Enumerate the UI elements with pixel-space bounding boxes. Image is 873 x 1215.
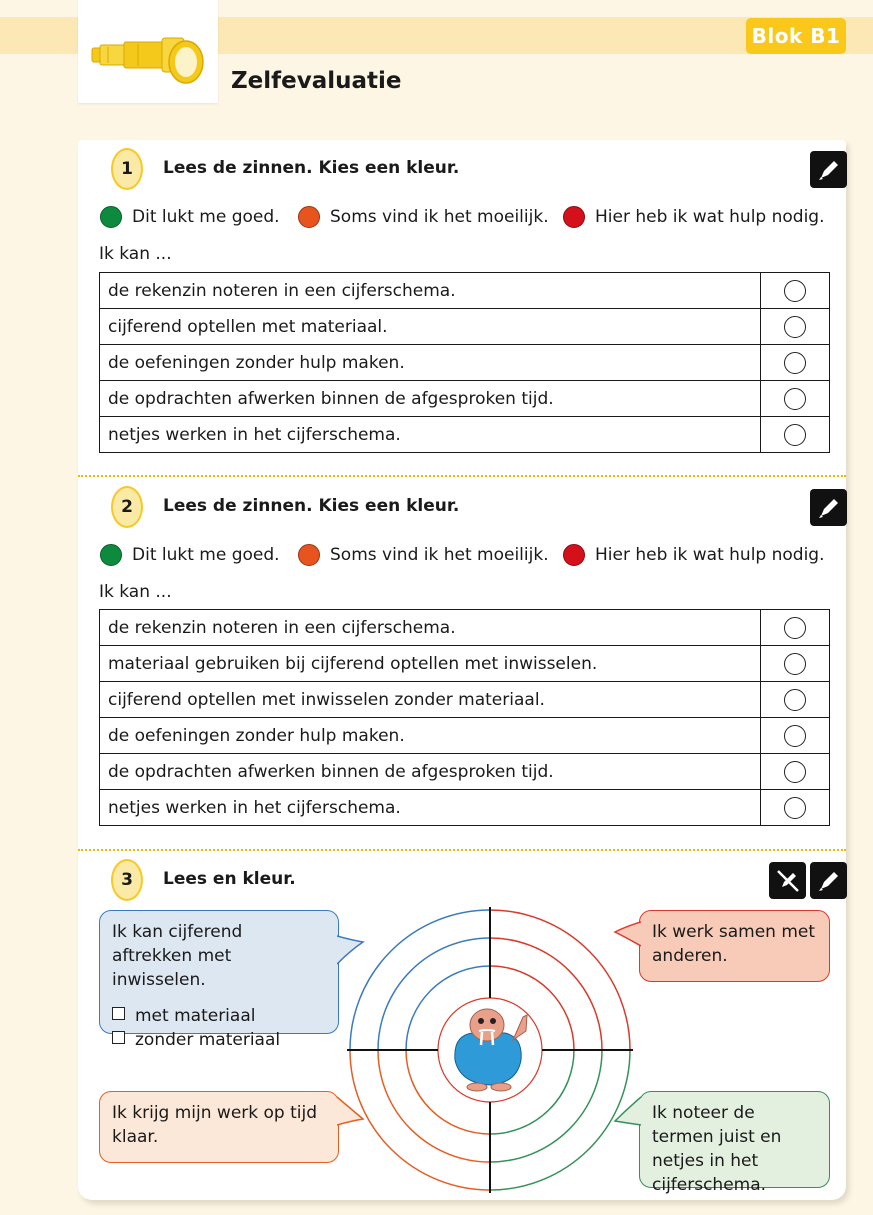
table-row (100, 345, 830, 381)
bubble-teamwork (639, 910, 830, 982)
table-row (100, 273, 830, 309)
orange-dot-icon (298, 544, 320, 566)
checkbox[interactable] (112, 1007, 125, 1020)
bubble-tail (337, 934, 365, 968)
exercise-2-table (99, 609, 830, 826)
exercise-3-title: Lees en kleur. (163, 869, 296, 889)
color-cell (761, 345, 830, 381)
color-circle[interactable] (784, 280, 806, 302)
section-divider (78, 475, 846, 477)
bubble-notation-text: Ik noteer de termen juist en netjes in het cijferschema. (652, 1103, 782, 1195)
table-row (100, 309, 830, 345)
option-without-material (112, 1028, 326, 1052)
exercise-1-number: 1 (111, 148, 143, 190)
row-text: cijferend optellen met materiaal. (100, 309, 761, 345)
checkbox[interactable] (112, 1031, 125, 1044)
row-text: de rekenzin noteren in een cijferschema. (100, 273, 761, 309)
option-label: met materiaal (135, 1006, 256, 1026)
no-pencil-icon (769, 862, 806, 899)
color-cell (761, 790, 830, 826)
red-dot-icon (563, 206, 585, 228)
row-text: materiaal gebruiken bij cijferend optellen met inwisselen. (100, 646, 761, 682)
section-divider (78, 849, 846, 851)
exercise-3-number: 3 (111, 859, 143, 901)
legend-sometimes-label: Soms vind ik het moeilijk. (330, 545, 549, 565)
table-row (100, 646, 830, 682)
color-circle[interactable] (784, 352, 806, 374)
color-cell (761, 718, 830, 754)
legend-good (100, 544, 280, 566)
color-circle[interactable] (784, 797, 806, 819)
option-with-material (112, 1004, 326, 1028)
table-row (100, 682, 830, 718)
logo-tile (78, 0, 218, 103)
row-text: de oefeningen zonder hulp maken. (100, 345, 761, 381)
row-text: de opdrachten afwerken binnen de afgesproken tijd. (100, 754, 761, 790)
option-label: zonder materiaal (135, 1030, 281, 1050)
table-row (100, 610, 830, 646)
pencil-icon (810, 489, 847, 526)
legend-good-label: Dit lukt me goed. (132, 207, 280, 227)
bubble-subtraction-text: Ik kan cijferend aftrekken met inwisselen. (112, 922, 243, 990)
row-text: de rekenzin noteren in een cijferschema. (100, 610, 761, 646)
color-cell (761, 381, 830, 417)
table-row (100, 790, 830, 826)
red-dot-icon (563, 544, 585, 566)
bubble-on-time-text: Ik krijg mijn werk op tijd klaar. (112, 1103, 318, 1147)
bubble-notation (639, 1091, 830, 1195)
table-row (100, 718, 830, 754)
color-cell (761, 754, 830, 790)
color-cell (761, 682, 830, 718)
exercise-2-lead: Ik kan ... (99, 582, 172, 602)
row-text: cijferend optellen met inwisselen zonder materiaal. (100, 682, 761, 718)
bubble-tail (613, 1095, 641, 1129)
pencil-icon (810, 151, 847, 188)
exercise-1-title: Lees de zinnen. Kies een kleur. (163, 158, 460, 178)
bubble-on-time (99, 1091, 339, 1163)
table-row (100, 417, 830, 453)
table-row (100, 754, 830, 790)
bubble-tail (337, 1095, 365, 1129)
pencil-icon (810, 862, 847, 899)
legend-help (563, 206, 825, 228)
legend-sometimes (298, 206, 549, 228)
row-text: de oefeningen zonder hulp maken. (100, 718, 761, 754)
target-diagram (345, 905, 635, 1195)
color-cell (761, 610, 830, 646)
color-circle[interactable] (784, 653, 806, 675)
green-dot-icon (100, 544, 122, 566)
option-list (112, 1004, 326, 1052)
bubble-tail (613, 920, 641, 950)
color-circle[interactable] (784, 424, 806, 446)
row-text: de opdrachten afwerken binnen de afgesproken tijd. (100, 381, 761, 417)
color-circle[interactable] (784, 725, 806, 747)
color-circle[interactable] (784, 388, 806, 410)
legend-good-label: Dit lukt me goed. (132, 545, 280, 565)
legend-sometimes (298, 544, 549, 566)
bubble-teamwork-text: Ik werk samen met anderen. (652, 922, 816, 966)
legend-good (100, 206, 280, 228)
legend-sometimes-label: Soms vind ik het moeilijk. (330, 207, 549, 227)
exercise-2-title: Lees de zinnen. Kies een kleur. (163, 496, 460, 516)
color-circle[interactable] (784, 316, 806, 338)
color-cell (761, 273, 830, 309)
exercise-1-lead: Ik kan ... (99, 244, 172, 264)
blok-badge: Blok B1 (746, 18, 846, 54)
exercise-2-number: 2 (111, 486, 143, 528)
table-row (100, 381, 830, 417)
color-circle[interactable] (784, 617, 806, 639)
page-title: Zelfevaluatie (231, 68, 402, 94)
legend-help-label: Hier heb ik wat hulp nodig. (595, 207, 825, 227)
legend-help (563, 544, 825, 566)
color-circle[interactable] (784, 761, 806, 783)
row-text: netjes werken in het cijferschema. (100, 417, 761, 453)
legend-help-label: Hier heb ik wat hulp nodig. (595, 545, 825, 565)
color-cell (761, 309, 830, 345)
telescope-icon (78, 0, 218, 103)
color-cell (761, 646, 830, 682)
green-dot-icon (100, 206, 122, 228)
bubble-subtraction (99, 910, 339, 1050)
color-cell (761, 417, 830, 453)
orange-dot-icon (298, 206, 320, 228)
row-text: netjes werken in het cijferschema. (100, 790, 761, 826)
color-circle[interactable] (784, 689, 806, 711)
exercise-1-table (99, 272, 830, 453)
